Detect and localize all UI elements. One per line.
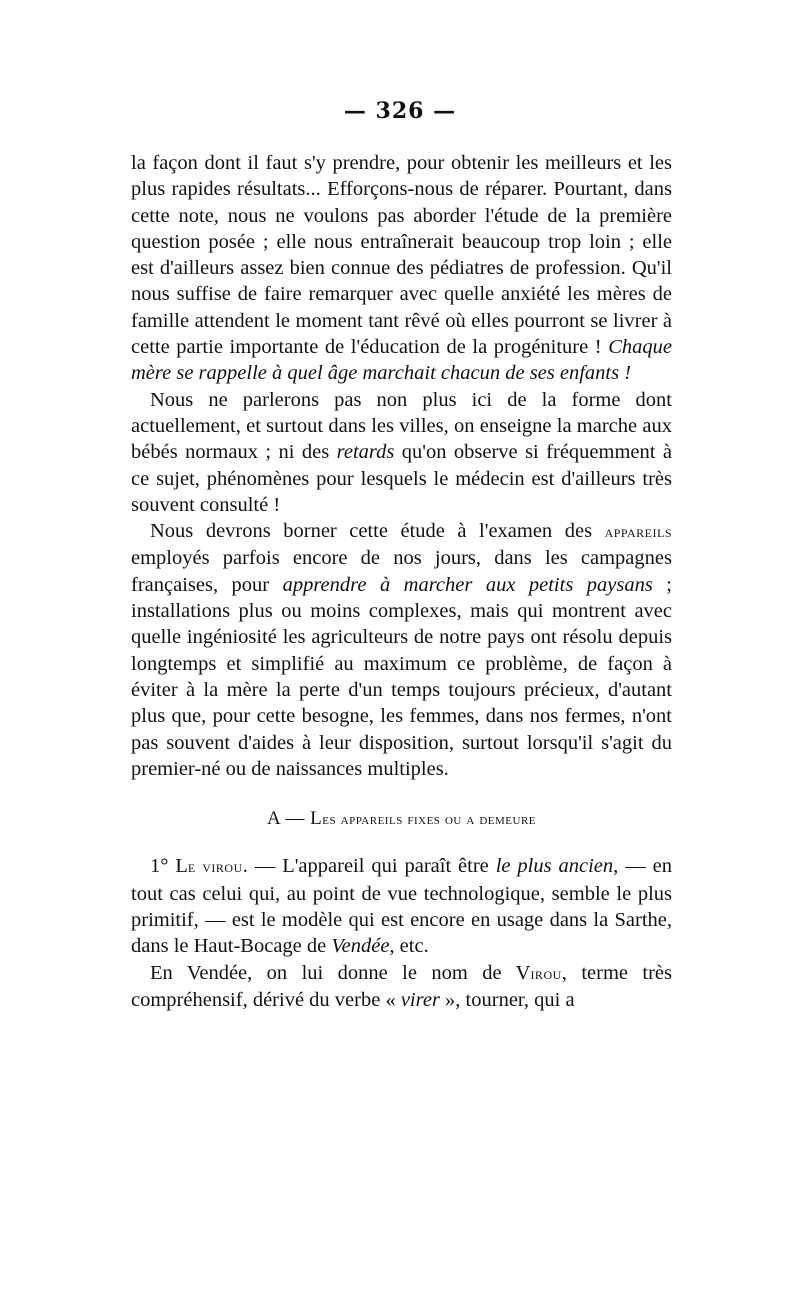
section-heading: [131, 806, 672, 833]
text-run: la façon dont il faut s'y prendre, pour obtenir les meilleurs et les plus rapides résultats... Efforçons-nous de réparer. Pourtant, dans cette note, nous ne voulons pas aborder l'étude de la première question posée ; elle nous entraînerait beaucoup trop loin ; elle est d'ailleurs assez bien connue des pédiatres de profession. Qu'il nous suffise de faire remarquer avec quelle anxiété les mères de famille attendent le moment tant rêvé où elles pourront se livrer à cette partie importante de l'éducation de la progéniture !: [131, 152, 672, 359]
text-run: , etc.: [389, 935, 429, 958]
text-run: ; installations plus ou moins complexes, mais qui montrent avec quelle ingéniosité les agriculteurs de notre pays ont résolu depuis longtemps et simplifié au maximum ce problème, de façon à éviter à la mère la perte d'un temps toujours précieux, d'autant plus que, pour cette besogne, les femmes, dans nos fermes, n'ont pas souvent d'aides à leur disposition, surtout lorsqu'il s'agit du premier-né ou de naissances multiples.: [131, 573, 672, 780]
paragraph-appareils: [131, 518, 672, 782]
italic-text-run: virer: [400, 988, 440, 1011]
text-run: En Vendée, on lui donne le nom de V: [150, 961, 531, 984]
italic-text-run: Vendée: [331, 935, 390, 958]
italic-text-run: Chaque mère se rappelle à quel âge marchait chacun de ses enfants !: [131, 336, 672, 385]
text-run: employés parfois encore de nos jours, dans les campagnes françaises, pour: [131, 547, 672, 596]
text-run: A — L: [266, 808, 323, 830]
italic-text-run: le plus ancien: [495, 855, 614, 878]
text-run: , — en tout cas celui qui, au point de vue technologique, semble le plus primitif, — est le modèle qui est encore en usage dans la Sarthe, dans le Haut-Bocage de: [131, 855, 672, 958]
paragraph-continuation: [131, 150, 672, 387]
text-run: », tourner, qui a: [439, 988, 575, 1011]
italic-text-run: apprendre à marcher aux petits paysans: [282, 573, 653, 596]
italic-text-run: retards: [336, 441, 395, 464]
text-run: 1° L: [150, 855, 188, 878]
text-run: Nous ne parlerons pas non plus ici de la forme dont actuellement, et surtout dans les villes, on enseigne la marche aux bébés normaux ; ni des: [131, 388, 672, 464]
smallcaps-text-run: appareils: [604, 522, 672, 542]
smallcaps-text-run: irou: [530, 963, 562, 983]
body-text: [131, 150, 672, 1013]
text-run: , terme très compréhensif, dérivé du verbe «: [131, 961, 672, 1011]
paragraph-vendee: [131, 960, 672, 1014]
paragraph-le-virou: [131, 853, 672, 959]
text-run: qu'on observe si fréquemment à ce sujet, phénomènes pour lesquels le médecin est d'ailleurs très souvent consulté !: [131, 441, 672, 516]
text-run: . — L'appareil qui paraît être: [242, 855, 496, 878]
smallcaps-text-run: es appareils fixes ou a demeure: [322, 811, 537, 829]
smallcaps-text-run: e virou: [187, 857, 243, 877]
text-run: Nous devrons borner cette étude à l'examen des: [150, 520, 605, 543]
paragraph-retards: [131, 387, 672, 518]
page-number: — 326 —: [343, 98, 457, 124]
